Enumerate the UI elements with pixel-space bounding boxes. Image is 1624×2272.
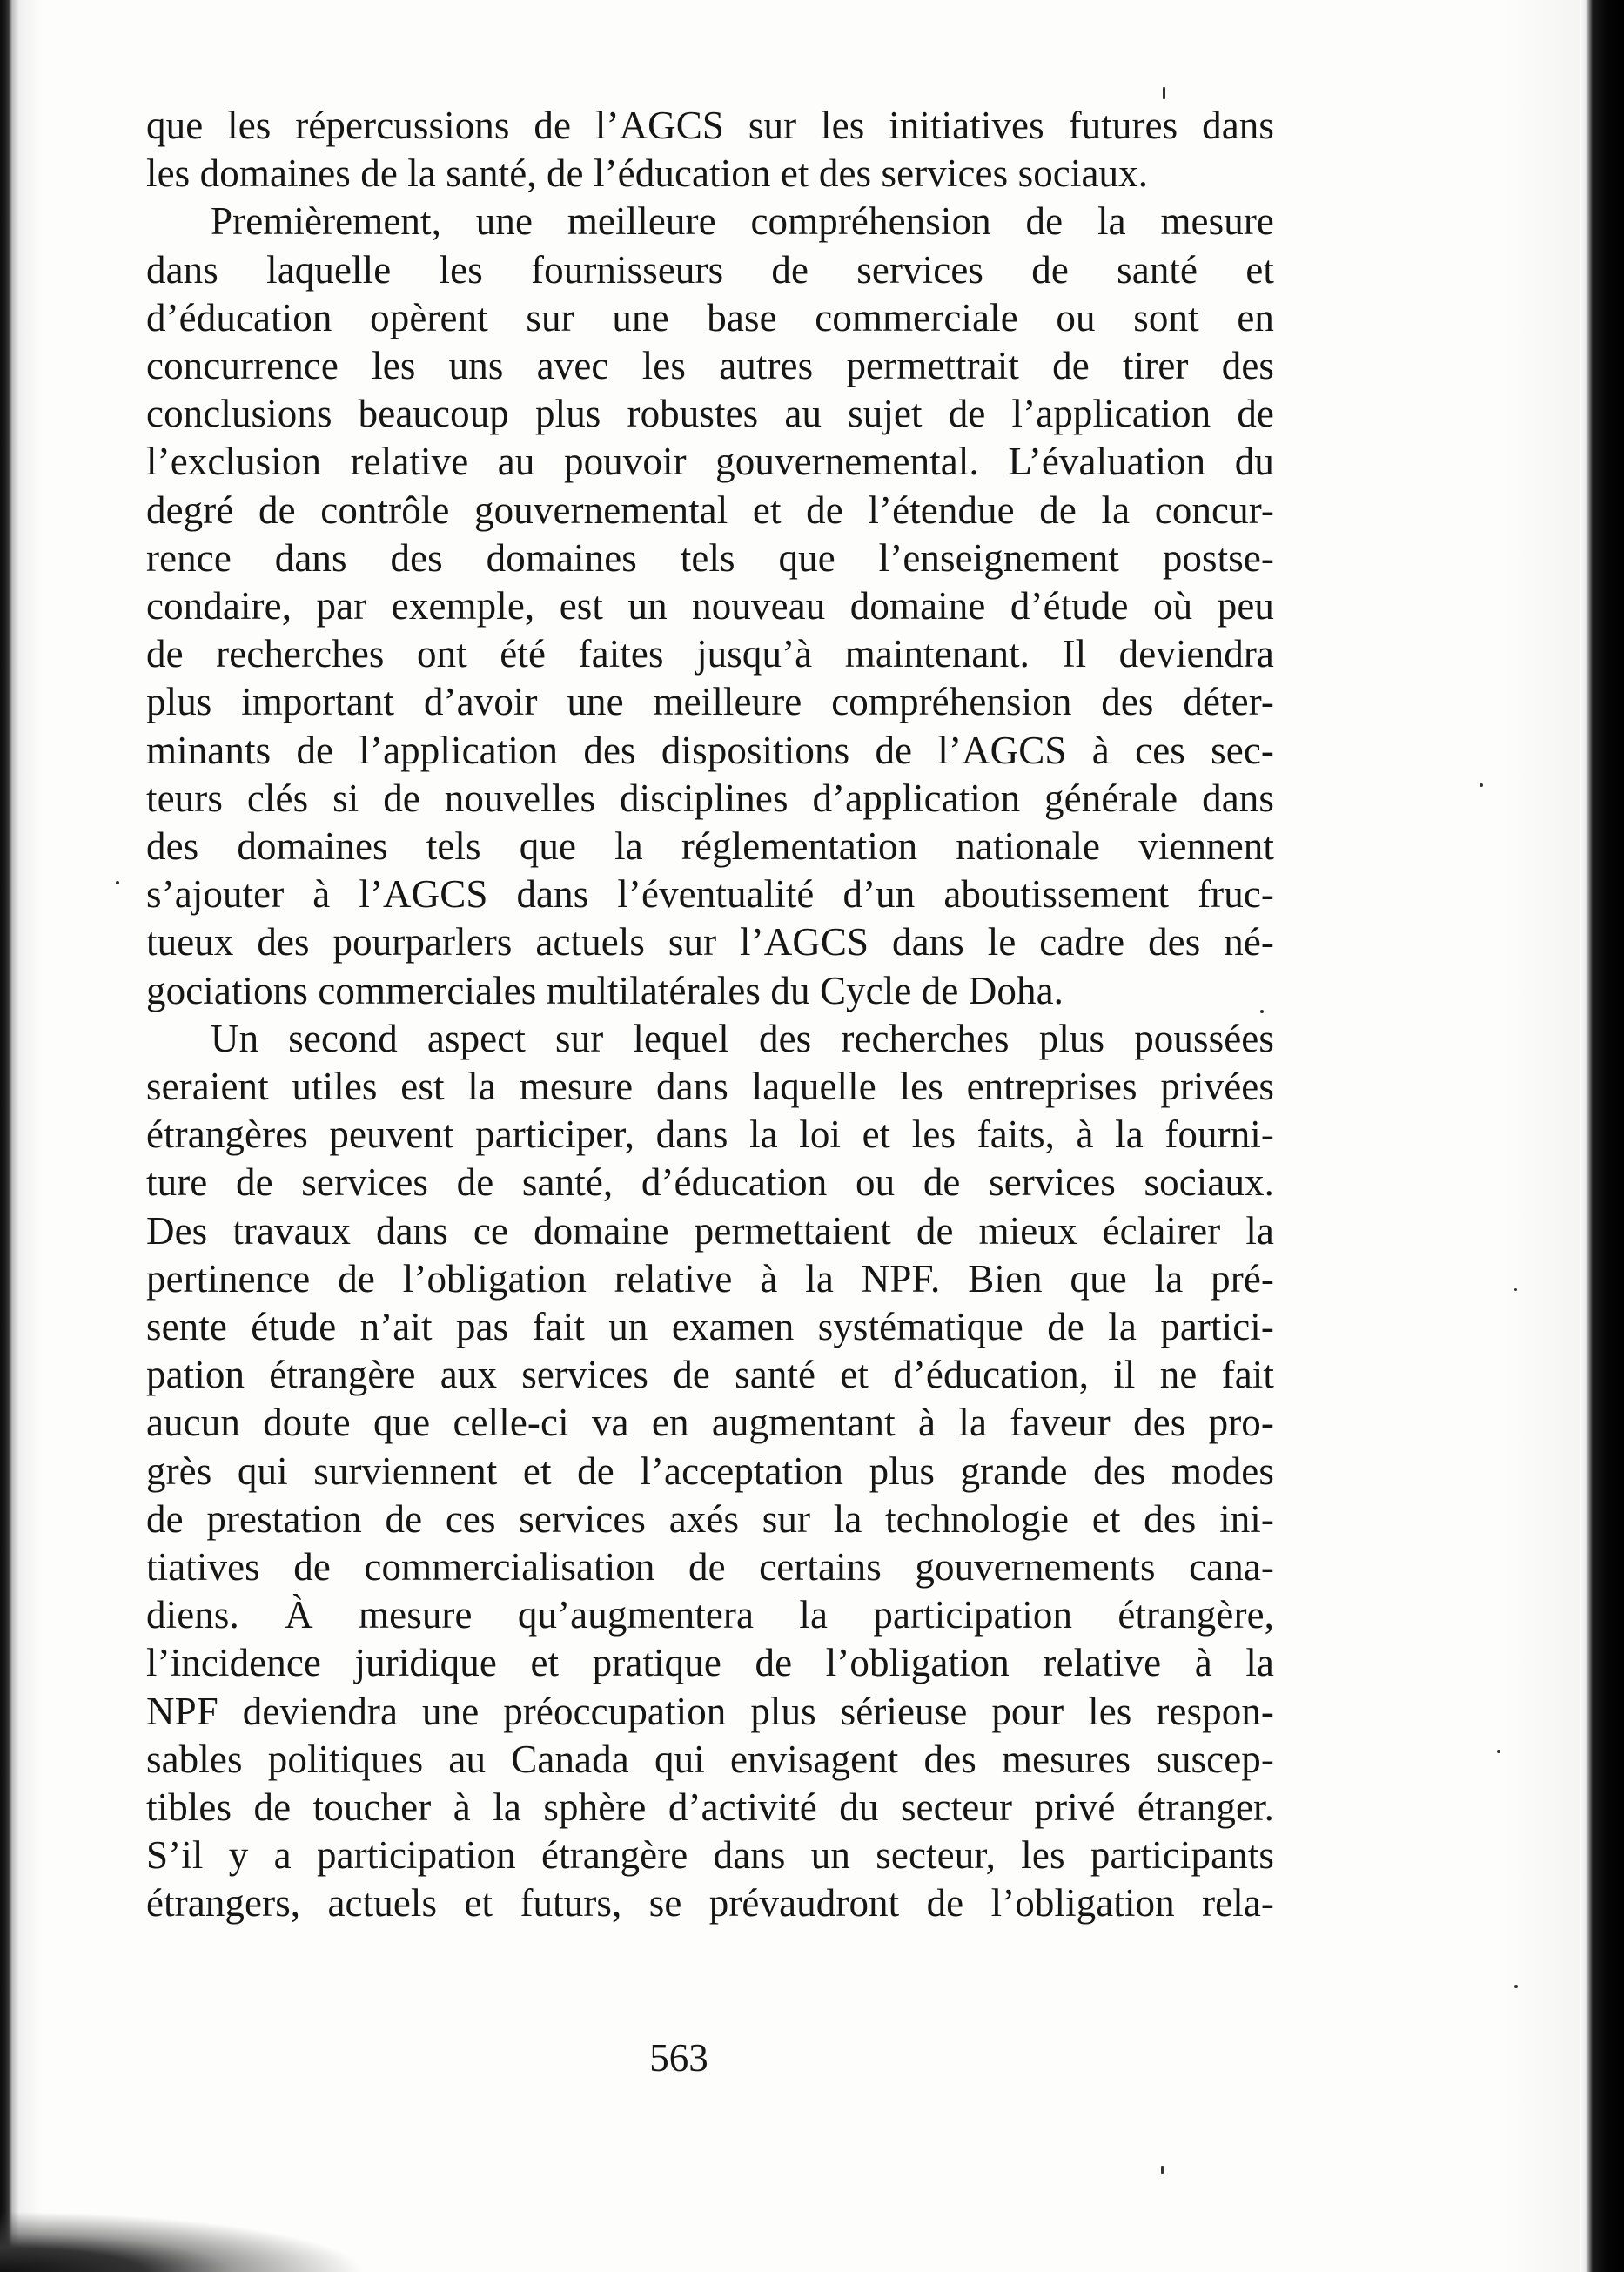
scan-speck — [1163, 87, 1165, 99]
text-line: de prestation de ces services axés sur la technologie et des ini- — [146, 1496, 1274, 1541]
text-line: tueux des pourparlers actuels sur l’AGCS dans le cadre des né- — [146, 920, 1274, 965]
page-number: 563 — [649, 2036, 708, 2080]
text-line: l’exclusion relative au pouvoir gouvernemental. L’évaluation du — [146, 440, 1274, 484]
scan-speck — [1497, 1750, 1500, 1753]
text-line: aucun doute que celle-ci va en augmentant à la faveur des pro- — [146, 1401, 1274, 1445]
text-line: sables politiques au Canada qui envisagent des mesures suscep- — [146, 1737, 1274, 1781]
text-line: des domaines tels que la réglementation nationale viennent — [146, 824, 1274, 868]
right-page-shading — [1502, 0, 1580, 2272]
text-line: condaire, par exemple, est un nouveau domaine d’étude où peu — [146, 584, 1274, 628]
scan-speck — [1514, 1985, 1518, 1988]
text-line: pation étrangère aux services de santé et d’éducation, il ne fait — [146, 1353, 1274, 1397]
text-line: grès qui surviennent et de l’acceptation plus grande des modes — [146, 1449, 1274, 1493]
text-line: teurs clés si de nouvelles disciplines d’application générale dans — [146, 776, 1274, 820]
text-line: tiatives de commercialisation de certains gouvernements cana- — [146, 1545, 1274, 1589]
binding-shadow — [0, 0, 42, 2272]
text-line: gociations commerciales multilatérales du Cycle de Doha. — [146, 968, 1064, 1012]
text-line: s’ajouter à l’AGCS dans l’éventualité d’un aboutissement fruc- — [146, 872, 1274, 917]
scan-speck — [1514, 1288, 1517, 1291]
text-line: étrangères peuvent participer, dans la loi et les faits, à la fourni- — [146, 1112, 1274, 1157]
scan-speck — [1161, 2166, 1164, 2174]
text-line: que les répercussions de l’AGCS sur les initiatives futures dans — [146, 104, 1274, 147]
text-line: de recherches ont été faites jusqu’à maintenant. Il deviendra — [146, 632, 1274, 676]
text-line: dans laquelle les fournisseurs de services de santé et — [146, 247, 1274, 292]
page-curl-shadow — [0, 2211, 366, 2272]
text-line: Un second aspect sur lequel des recherches plus poussées — [211, 1016, 1274, 1060]
text-line: seraient utiles est la mesure dans laquelle les entreprises privées — [146, 1065, 1274, 1108]
text-line: les domaines de la santé, de l’éducation et des services sociaux. — [146, 151, 1149, 196]
scan-speck — [1480, 783, 1483, 787]
text-line: étrangers, actuels et futurs, se prévaudront de l’obligation rela- — [146, 1881, 1274, 1926]
text-line: rence dans des domaines tels que l’enseignement postse- — [146, 535, 1274, 580]
text-line: conclusions beaucoup plus robustes au sujet de l’application de — [146, 392, 1274, 436]
text-line: pertinence de l’obligation relative à la NPF. Bien que la pré- — [146, 1256, 1274, 1301]
text-line: degré de contrôle gouvernemental et de l’étendue de la concur- — [146, 487, 1274, 532]
text-line: concurrence les uns avec les autres permettrait de tirer des — [146, 344, 1274, 387]
scan-speck — [116, 881, 119, 884]
text-line: S’il y a participation étrangère dans un secteur, les participants — [146, 1833, 1274, 1878]
text-line: NPF deviendra une préoccupation plus sérieuse pour les respon- — [146, 1689, 1274, 1733]
text-line: Premièrement, une meilleure compréhension de la mesure — [211, 199, 1274, 244]
text-line: l’incidence juridique et pratique de l’obligation relative à la — [146, 1641, 1274, 1685]
text-line: plus important d’avoir une meilleure compréhension des déter- — [146, 680, 1274, 724]
text-line: Des travaux dans ce domaine permettaient de mieux éclairer la — [146, 1208, 1274, 1253]
text-line: tibles de toucher à la sphère d’activité du secteur privé étranger. — [146, 1785, 1274, 1829]
text-line: sente étude n’ait pas fait un examen systématique de la partici- — [146, 1305, 1274, 1348]
text-line: diens. À mesure qu’augmentera la participation étrangère, — [146, 1593, 1274, 1637]
text-line: d’éducation opèrent sur une base commerciale ou sont en — [146, 295, 1274, 339]
text-line: ture de services de santé, d’éducation ou de services sociaux. — [146, 1160, 1274, 1205]
scanner-border — [1580, 0, 1624, 2272]
text-line: minants de l’application des dispositions de l’AGCS à ces sec- — [146, 728, 1274, 772]
